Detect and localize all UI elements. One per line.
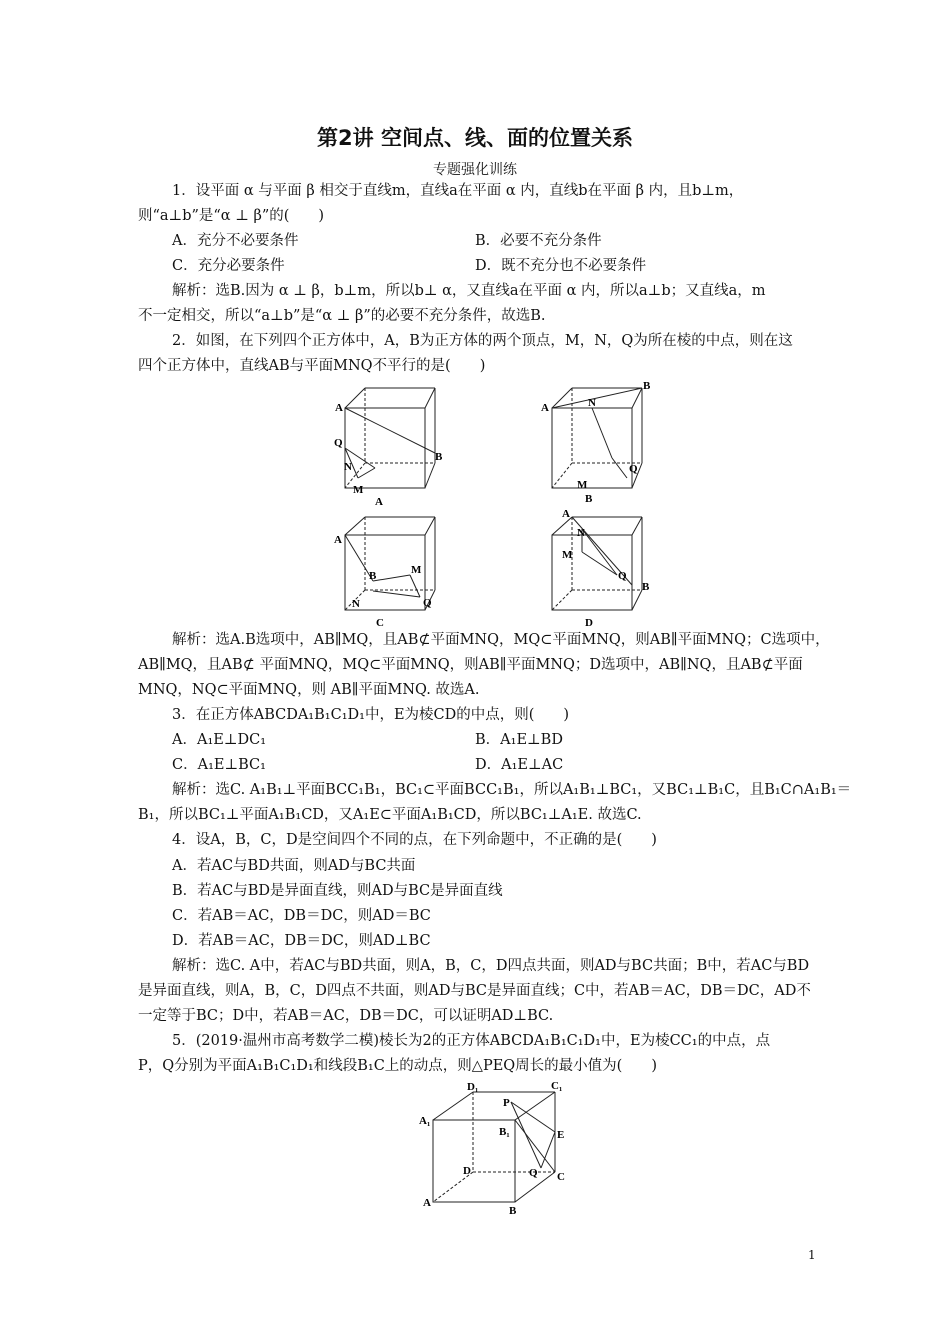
label-m: M [411,564,422,576]
q2-solution-line1: 解析：选A.B选项中，AB∥MQ，且AB⊄平面MNQ，MQ⊂平面MNQ，则AB∥平面MNQ；C选项中， [172,632,830,648]
q2-stem-line2: 四个正方体中，直线AB与平面MNQ不平行的是( ) [138,358,486,374]
caption-a: A [375,496,383,508]
caption-c: C [376,617,384,629]
q2-solution-line3: MNQ，NQ⊂平面MNQ，则 AB∥平面MNQ. 故选A. [138,682,480,698]
page-title: 第2讲 空间点、线、面的位置关系 [317,126,633,150]
q4-option-a: A．若AC与BD共面，则AD与BC共面 [172,858,416,874]
label-m: M [562,549,573,561]
q3-option-a: A．A₁E⊥DC₁ [172,732,267,748]
label-a: A [541,402,549,414]
q2-stem-line1: 2．如图，在下列四个正方体中，A，B为正方体的两个顶点，M，N，Q为所在棱的中点，则在这 [172,333,793,349]
label-a: A [334,534,342,546]
q1-stem-line1: 1．设平面 α 与平面 β 相交于直线m，直线a在平面 α 内，直线b在平面 β 内，且b⊥m， [172,183,744,199]
q3-option-b: B．A₁E⊥BD [475,732,563,748]
q2-figure-a [328,378,443,508]
q3-solution-line1: 解析：选C. A₁B₁⊥平面BCC₁B₁，BC₁⊂平面BCC₁B₁，所以A₁B₁⊥BC₁，又BC₁⊥B₁C，且B₁C∩A₁B₁＝ [172,782,852,798]
q1-solution-line2: 不一定相交，所以“a⊥b”是“α ⊥ β”的必要不充分条件，故选B. [138,308,546,324]
label-n: N [352,598,360,610]
q1-solution-line1: 解析：选B.因为 α ⊥ β，b⊥m，所以b⊥ α，又直线a在平面 α 内，所以a⊥b；又直线a，m [172,283,766,299]
q4-solution-line2: 是异面直线，则A，B，C，D四点不共面，则AD与BC是异面直线；C中，若AB＝AC，DB＝DC，AD不 [138,983,811,999]
label-n: N [344,461,352,473]
label-c1: C₁ [551,1080,563,1092]
label-b: B [642,581,650,593]
q4-option-c: C．若AB＝AC，DB＝DC，则AD＝BC [172,908,431,924]
q2-figure-c [328,505,443,630]
q3-solution-line2: B₁，所以BC₁⊥平面A₁B₁CD，又A₁E⊂平面A₁B₁CD，所以BC₁⊥A₁E. 故选C. [138,807,642,823]
q1-stem-line2: 则“a⊥b”是“α ⊥ β”的( ) [138,208,325,224]
q3-option-c: C．A₁E⊥BC₁ [172,757,266,773]
q4-option-d: D．若AB＝AC，DB＝DC，则AD⊥BC [172,933,431,949]
q1-option-a: A．充分不必要条件 [172,233,299,249]
label-q: Q [529,1167,538,1179]
label-q: Q [629,463,638,475]
label-a: A [423,1197,431,1209]
q3-stem: 3．在正方体ABCDA₁B₁C₁D₁中，E为棱CD的中点，则( ) [172,707,570,723]
q5-cube-figure [415,1080,575,1220]
label-a1: A₁ [419,1115,431,1127]
label-q: Q [334,437,343,449]
label-e: E [557,1129,565,1141]
q5-stem-line1: 5．(2019·温州市高考数学二模)棱长为2的正方体ABCDA₁B₁C₁D₁中，E为棱CC₁的中点，点 [172,1033,771,1049]
q2-solution-line2: AB∥MQ，且AB⊄ 平面MNQ，MQ⊂平面MNQ，则AB∥平面MNQ；D选项中，AB∥NQ，且AB⊄平面 [138,657,803,673]
label-a: A [335,402,343,414]
label-n: N [577,527,585,539]
label-b: B [435,451,443,463]
q1-option-c: C．充分必要条件 [172,258,285,274]
q4-solution-line1: 解析：选C. A中，若AC与BD共面，则A，B，C，D四点共面，则AD与BC共面；B中，若AC与BD [172,958,810,974]
label-p: P [503,1097,510,1109]
label-d1: D₁ [467,1081,479,1093]
q5-stem-line2: P，Q分别为平面A₁B₁C₁D₁和线段B₁C上的动点，则△PEQ周长的最小值为( ) [138,1058,657,1074]
label-q: Q [618,570,627,582]
page-number: 1 [808,1248,816,1262]
caption-b: B [585,493,593,505]
q2-figure-d [535,505,650,630]
label-q: Q [423,597,432,609]
q4-solution-line3: 一定等于BC；D中，若AB＝AC，DB＝DC，可以证明AD⊥BC. [138,1008,554,1024]
q3-option-d: D．A₁E⊥AC [475,757,564,773]
label-a: A [562,508,570,520]
q4-stem: 4．设A，B，C，D是空间四个不同的点，在下列命题中，不正确的是( ) [172,832,657,848]
label-m: M [353,484,364,496]
label-b: B [643,380,650,392]
label-b: B [509,1205,517,1217]
label-d: D [463,1165,471,1177]
label-b1: B₁ [499,1126,510,1138]
label-n: N [588,397,596,409]
label-b: B [369,570,377,582]
q1-option-b: B．必要不充分条件 [475,233,602,249]
q1-option-d: D．既不充分也不必要条件 [475,258,647,274]
q2-figure-b [535,378,650,508]
q2-figure-a-labels [334,402,443,508]
label-m: M [577,479,588,491]
caption-d: D [585,617,593,629]
q4-option-b: B．若AC与BD是异面直线，则AD与BC是异面直线 [172,883,503,899]
page-subtitle: 专题强化训练 [433,162,517,178]
label-c: C [557,1171,565,1183]
